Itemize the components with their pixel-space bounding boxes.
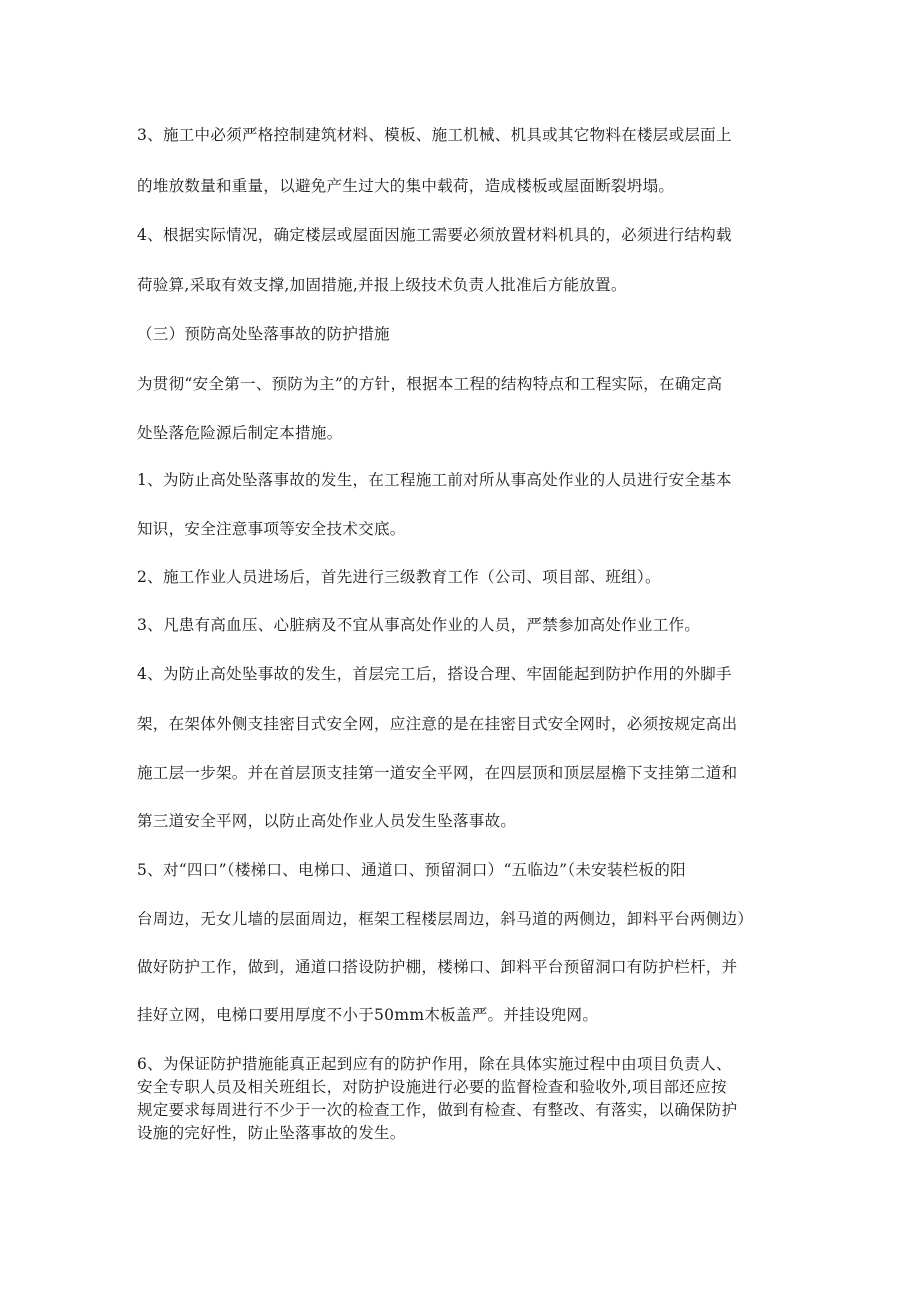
text-line: 规定要求每周进行不少于一次的检查工作，做到有检查、有整改、有落实，以确保防护 xyxy=(137,1101,738,1119)
text-line: 做好防护工作，做到，通道口搭设防护棚，楼梯口、卸料平台预留洞口有防护栏杆，并 xyxy=(137,958,738,976)
text-line: 处坠落危险源后制定本措施。 xyxy=(137,424,343,442)
text-line: 荷验算,采取有效支撑,加固措施,并报上级技术负责人批准后方能放置。 xyxy=(137,276,627,294)
text-line: 3、凡患有高血压、心脏病及不宜从事高处作业的人员，严禁参加高处作业工作。 xyxy=(137,616,701,634)
text-line: 6、为保证防护措施能真正起到应有的防护作用，除在具体实施过程中由项目负责人、 xyxy=(137,1055,732,1073)
text-line: 4、根据实际情况，确定楼层或屋面因施工需要必须放置材料机具的，必须进行结构载 xyxy=(137,226,732,244)
text-line: 台周边，无女儿墙的层面周边，框架工程楼层周边，斜马道的两侧边，卸料平台两侧边） xyxy=(137,910,754,928)
text-line: 挂好立网，电梯口要用厚度不小于50mm木板盖严。并挂设兜网。 xyxy=(137,1006,599,1024)
text-line: 安全专职人员及相关班组长，对防护设施进行必要的监督检查和验收外,项目部还应按 xyxy=(137,1078,727,1096)
text-line: 知识，安全注意事项等安全技术交底。 xyxy=(137,520,406,538)
final-paragraph xyxy=(137,1053,787,1145)
text-line: 为贯彻“安全第一、预防为主”的方针，根据本工程的结构特点和工程实际，在确定高 xyxy=(137,375,723,393)
text-line: 施工层一步架。并在首层顶支挂第一道安全平网，在四层顶和顶层屋檐下支挂第二道和 xyxy=(137,764,738,782)
text-line: 1、为防止高处坠落事故的发生，在工程施工前对所从事高处作业的人员进行安全基本 xyxy=(137,471,732,489)
text-line: 3、施工中必须严格控制建筑材料、模板、施工机械、机具或其它物料在楼层或层面上 xyxy=(137,126,732,144)
text-line: 2、施工作业人员进场后，首先进行三级教育工作（公司、项目部、班组）。 xyxy=(137,568,661,586)
text-line: 设施的完好性，防止坠落事故的发生。 xyxy=(137,1124,406,1142)
section-heading: （三）预防高处坠落事故的防护措施 xyxy=(137,325,390,343)
text-line: 4、为防止高处坠事故的发生，首层完工后，搭设合理、牢固能起到防护作用的外脚手 xyxy=(137,665,732,683)
text-line: 第三道安全平网，以防止高处作业人员发生坠落事故。 xyxy=(137,812,517,830)
text-line: 架，在架体外侧支挂密目式安全网，应注意的是在挂密目式安全网时，必须按规定高出 xyxy=(137,715,738,733)
text-line: 的堆放数量和重量，以避免产生过大的集中载荷，造成楼板或屋面断裂坍塌。 xyxy=(137,177,675,195)
text-line: 5、对“四口”（楼梯口、电梯口、通道口、预留洞口）“五临边”（未安装栏板的阳 xyxy=(137,861,686,879)
